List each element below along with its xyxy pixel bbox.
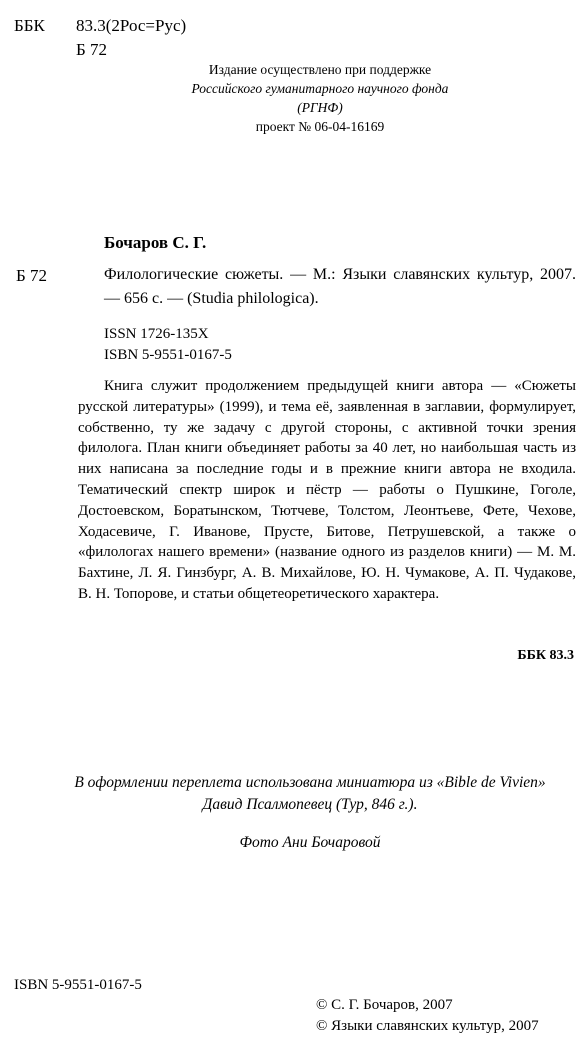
support-notice bbox=[150, 60, 490, 136]
copyright-author: © С. Г. Бочаров, 2007 bbox=[316, 997, 453, 1013]
support-line-2: Российского гуманитарного научного фонда bbox=[191, 81, 449, 96]
isbn: ISBN 5-9551-0167-5 bbox=[104, 347, 232, 363]
photo-credit: Фото Ани Бочаровой bbox=[239, 834, 381, 851]
identifiers bbox=[104, 324, 232, 366]
copyright-block bbox=[316, 995, 539, 1037]
author-mark: Б 72 bbox=[76, 40, 108, 59]
author-name: Бочаров С. Г. bbox=[104, 233, 207, 252]
isbn-footer: ISBN 5-9551-0167-5 bbox=[14, 977, 142, 993]
bbk-short-code: ББК 83.3 bbox=[517, 648, 574, 663]
support-line-3: (РГНФ) bbox=[297, 100, 343, 115]
copyright-publisher: © Языки славянских культур, 2007 bbox=[316, 1018, 539, 1034]
catalog-author-mark: Б 72 bbox=[16, 266, 48, 285]
annotation-text: Книга служит продолжением предыдущей книги автора — «Сюжеты русской литературы» (1999), и тема её, заявленная в заглавии, формулирует, собственно, ту же задачу с другой стороны, с активной точки зрения филолога. План книги объединяет работы за 40 лет, но наибольшая часть из них написана за последние годы и в прежние книги автора не входила. Тематический спектр широк и пёстр — работы о Пушкине, Гоголе, Достоевском, Боратынском, Тютчеве, Толстом, Леонтьеве, Фете, Чехове, Ходасевиче, Г. Иванове, Прусте, Битове, Петрушевской, а также о «филологах нашего времени» (название одного из разделов книги) — М. М. Бахтине, Л. Я. Гинзбург, А. В. Михайлове, Ю. Н. Чумакове, А. П. Чудакове, В. Н. Топорове, и статьи общетеоретического характера. bbox=[78, 378, 576, 602]
title-line: Филологические сюжеты. — М.: Языки славянских культур, 2007. — 656 с. — (Studia philologica). bbox=[104, 266, 576, 307]
support-line-1: Издание осуществлено при поддержке bbox=[208, 62, 432, 77]
bbk-code: 83.3(2Рос=Рус) bbox=[76, 16, 187, 35]
issn: ISSN 1726-135X bbox=[104, 326, 209, 342]
bbk-label: ББК bbox=[14, 16, 45, 35]
binding-note: В оформлении переплета использована миниатюра из «Bible de Vivien» Давид Псалмопевец (Тур, 846 г.). bbox=[74, 774, 546, 813]
bibliographic-description bbox=[78, 263, 576, 311]
support-line-4: проект № 06-04-16169 bbox=[255, 119, 385, 134]
